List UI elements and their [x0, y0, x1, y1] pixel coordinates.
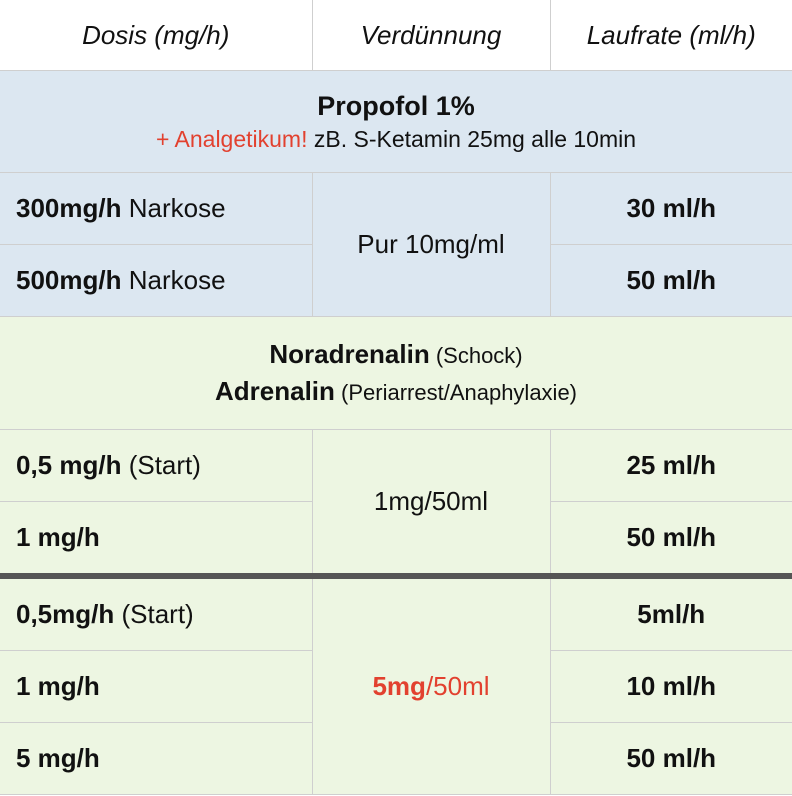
noradrenalin-line — [0, 339, 792, 370]
rate-cell: 10 ml/h — [550, 651, 792, 723]
dose-cell — [0, 430, 312, 502]
header-rate: Laufrate (ml/h) — [550, 0, 792, 71]
rate-cell: 30 ml/h — [550, 173, 792, 245]
dose-note: Narkose — [121, 265, 226, 295]
header-dilution: Verdünnung — [312, 0, 550, 71]
noradrenalin-indication: (Schock) — [429, 343, 523, 368]
dilution-amount: 5mg — [372, 671, 426, 701]
table-row — [0, 430, 792, 502]
rate-cell: 25 ml/h — [550, 430, 792, 502]
rate-cell: 50 ml/h — [550, 245, 792, 317]
adrenalin-indication: (Periarrest/Anaphylaxie) — [334, 380, 578, 405]
propofol-title: Propofol 1% — [317, 90, 475, 121]
dilution-cell — [312, 576, 550, 795]
dose-cell — [0, 651, 312, 723]
catecholamine-title-cell — [0, 317, 792, 430]
table-row — [0, 576, 792, 651]
dose-value: 500mg/h — [16, 265, 122, 295]
table-row — [0, 173, 792, 245]
adrenalin-line — [0, 376, 792, 407]
dilution-cell: Pur 10mg/ml — [312, 173, 550, 317]
noradrenalin-label: Noradrenalin — [269, 339, 430, 369]
dose-value: 5 mg/h — [16, 743, 100, 773]
rate-cell: 50 ml/h — [550, 723, 792, 795]
header-row — [0, 0, 792, 71]
analgesic-warning: + Analgetikum! — [155, 125, 308, 152]
dose-cell — [0, 245, 312, 317]
propofol-note — [0, 126, 792, 153]
dose-cell — [0, 502, 312, 577]
dose-value: 1 mg/h — [16, 522, 100, 552]
dose-value: 0,5 mg/h — [16, 450, 122, 480]
dilution-cell: 1mg/50ml — [312, 430, 550, 577]
catecholamine-title-row — [0, 317, 792, 430]
dose-cell — [0, 576, 312, 651]
propofol-title-cell — [0, 71, 792, 173]
dose-value: 300mg/h — [16, 193, 122, 223]
dose-note: Narkose — [121, 193, 226, 223]
propofol-title-row — [0, 71, 792, 173]
dose-cell — [0, 173, 312, 245]
dose-cell — [0, 723, 312, 795]
ketamine-note: zB. S-Ketamin 25mg alle 10min — [307, 125, 637, 152]
dilution-volume: /50ml — [425, 671, 490, 701]
adrenalin-label: Adrenalin — [214, 376, 335, 406]
rate-cell: 50 ml/h — [550, 502, 792, 577]
rate-cell: 5ml/h — [550, 576, 792, 651]
dose-note: (Start) — [121, 450, 201, 480]
header-dose: Dosis (mg/h) — [0, 0, 312, 71]
dose-value: 1 mg/h — [16, 671, 100, 701]
dose-value: 0,5mg/h — [16, 599, 115, 629]
dose-note: (Start) — [114, 599, 194, 629]
